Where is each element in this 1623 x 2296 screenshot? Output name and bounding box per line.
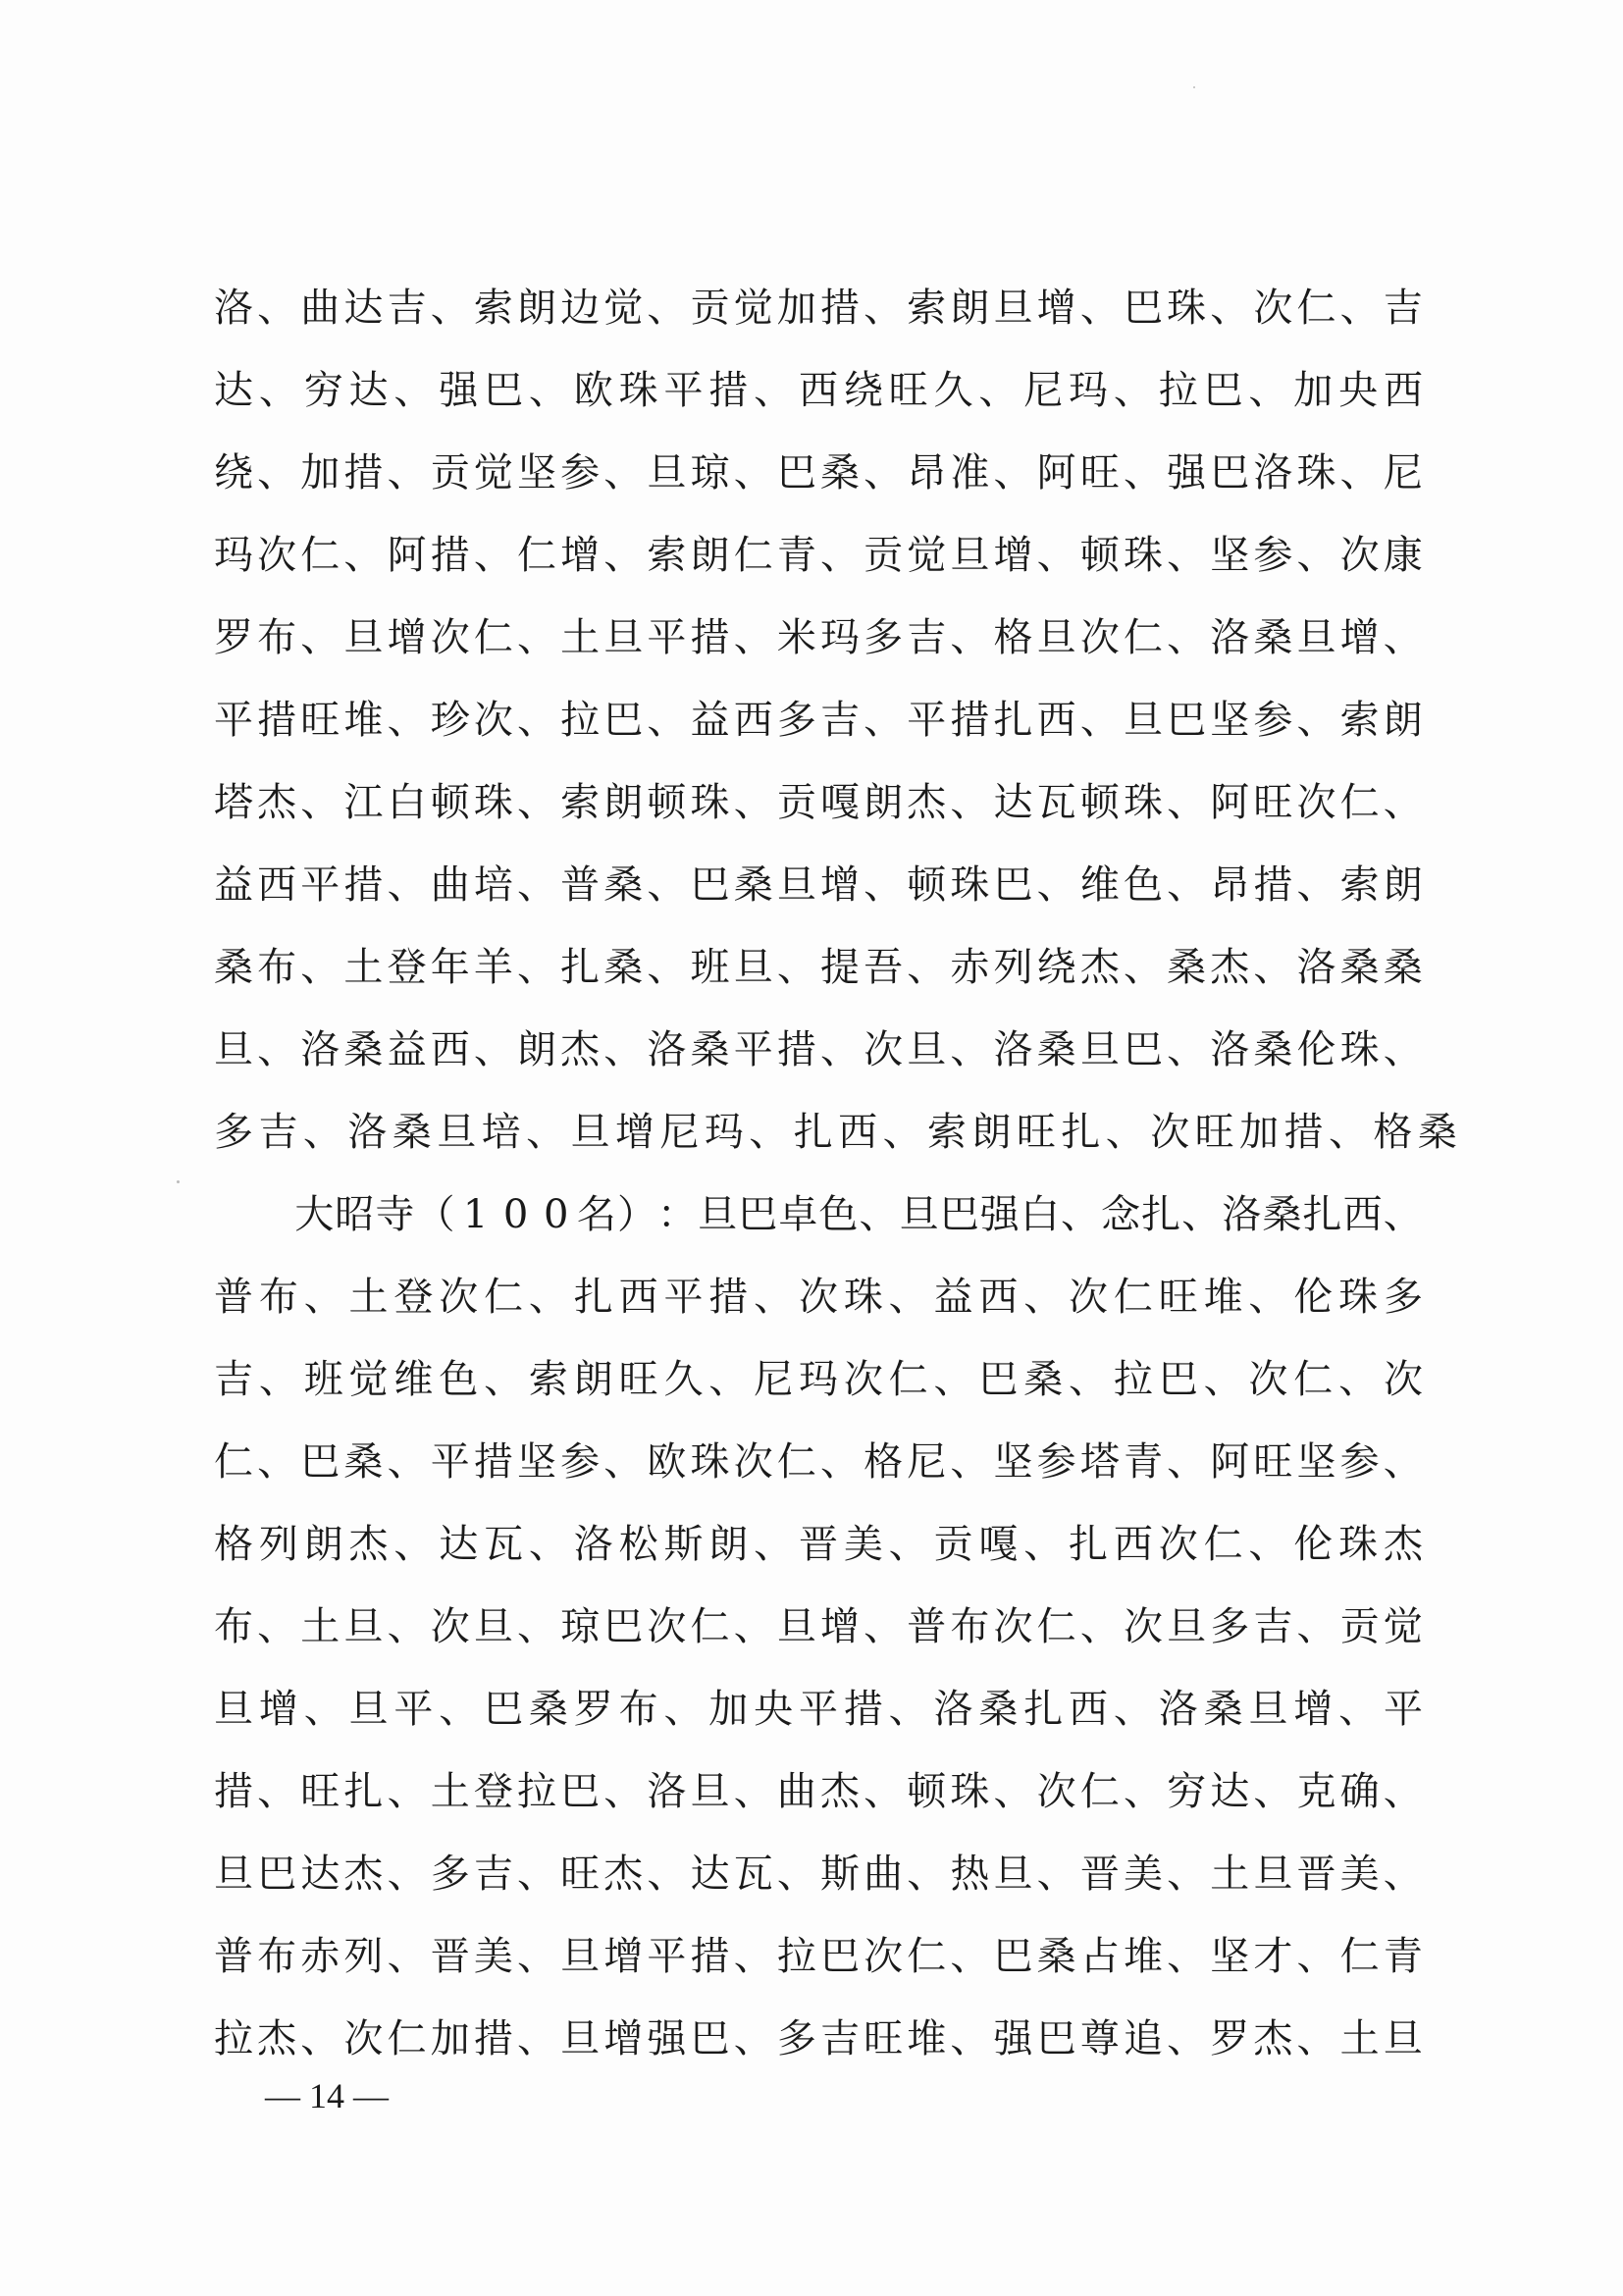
- text-line: 仁 、 巴 桑 、 平 措 坚 参 、 欧 珠 次 仁 、 格 尼 、 坚 参 塔 青 、 阿 旺 坚 参 、: [214, 1439, 1423, 1485]
- text-line: 洛 、 曲 达 吉 、 索 朗 边 觉 、 贡 觉 加 措 、 索 朗 旦 增 、 巴 珠 、 次 仁 、 吉: [214, 286, 1423, 331]
- text-line: 旦 增 、 旦 平 、 巴 桑 罗 布 、 加 央 平 措 、 洛 桑 扎 西 、 洛 桑 旦 增 、 平: [214, 1687, 1423, 1732]
- text-line: 玛 次 仁 、 阿 措 、 仁 增 、 索 朗 仁 青 、 贡 觉 旦 增 、 顿 珠 、 坚 参 、 次 康: [214, 533, 1423, 578]
- text-line: 旦 、 洛 桑 益 西 、 朗 杰 、 洛 桑 平 措 、 次 旦 、 洛 桑 旦 巴 、 洛 桑 伦 珠 、: [214, 1027, 1423, 1072]
- page-number: — 14 —: [265, 2076, 389, 2115]
- text-line: 益 西 平 措 、 曲 培 、 普 桑 、 巴 桑 旦 增 、 顿 珠 巴 、 维 色 、 昂 措 、 索 朗: [214, 862, 1423, 908]
- text-line: 大 昭 寺 （ 1 0 0 名 ） ： 旦 巴 卓 色 、 旦 巴 强 白 、 念 扎 、 洛 桑 扎 西 、: [294, 1192, 1423, 1237]
- text-line: 多 吉 、 洛 桑 旦 培 、 旦 增 尼 玛 、 扎 西 、 索 朗 旺 扎 、 次 旺 加 措 、 格 桑: [214, 1110, 1457, 1155]
- text-line: 格 列 朗 杰 、 达 瓦 、 洛 松 斯 朗 、 晋 美 、 贡 嘎 、 扎 西 次 仁 、 伦 珠 杰: [214, 1522, 1423, 1567]
- scan-speck: [1193, 86, 1195, 88]
- text-line: 平 措 旺 堆 、 珍 次 、 拉 巴 、 益 西 多 吉 、 平 措 扎 西 、 旦 巴 坚 参 、 索 朗: [214, 698, 1423, 743]
- text-line: 普 布 、 土 登 次 仁 、 扎 西 平 措 、 次 珠 、 益 西 、 次 仁 旺 堆 、 伦 珠 多: [214, 1275, 1423, 1320]
- text-line: 布 、 土 旦 、 次 旦 、 琼 巴 次 仁 、 旦 增 、 普 布 次 仁 、 次 旦 多 吉 、 贡 觉: [214, 1604, 1423, 1649]
- text-line: 拉 杰 、 次 仁 加 措 、 旦 增 强 巴 、 多 吉 旺 堆 、 强 巴 尊 追 、 罗 杰 、 土 旦: [214, 2016, 1423, 2061]
- text-line: 普 布 赤 列 、 晋 美 、 旦 增 平 措 、 拉 巴 次 仁 、 巴 桑 占 堆 、 坚 才 、 仁 青: [214, 1934, 1423, 1979]
- text-line: 桑 布 、 土 登 年 羊 、 扎 桑 、 班 旦 、 提 吾 、 赤 列 绕 杰 、 桑 杰 、 洛 桑 桑: [214, 945, 1423, 990]
- body-text: [214, 267, 1457, 2080]
- text-line: 旦 巴 达 杰 、 多 吉 、 旺 杰 、 达 瓦 、 斯 曲 、 热 旦 、 晋 美 、 土 旦 晋 美 、: [214, 1852, 1423, 1897]
- scan-speck: [177, 1180, 180, 1183]
- text-line: 罗 布 、 旦 增 次 仁 、 土 旦 平 措 、 米 玛 多 吉 、 格 旦 次 仁 、 洛 桑 旦 增 、: [214, 615, 1423, 660]
- text-line: 达 、 穷 达 、 强 巴 、 欧 珠 平 措 、 西 绕 旺 久 、 尼 玛 、 拉 巴 、 加 央 西: [214, 368, 1423, 413]
- text-line: 塔 杰 、 江 白 顿 珠 、 索 朗 顿 珠 、 贡 嘎 朗 杰 、 达 瓦 顿 珠 、 阿 旺 次 仁 、: [214, 780, 1423, 825]
- text-line: 措 、 旺 扎 、 土 登 拉 巴 、 洛 旦 、 曲 杰 、 顿 珠 、 次 仁 、 穷 达 、 克 确 、: [214, 1769, 1423, 1814]
- text-line: 吉 、 班 觉 维 色 、 索 朗 旺 久 、 尼 玛 次 仁 、 巴 桑 、 拉 巴 、 次 仁 、 次: [214, 1357, 1423, 1402]
- text-line: 绕 、 加 措 、 贡 觉 坚 参 、 旦 琼 、 巴 桑 、 昂 准 、 阿 旺 、 强 巴 洛 珠 、 尼: [214, 450, 1423, 496]
